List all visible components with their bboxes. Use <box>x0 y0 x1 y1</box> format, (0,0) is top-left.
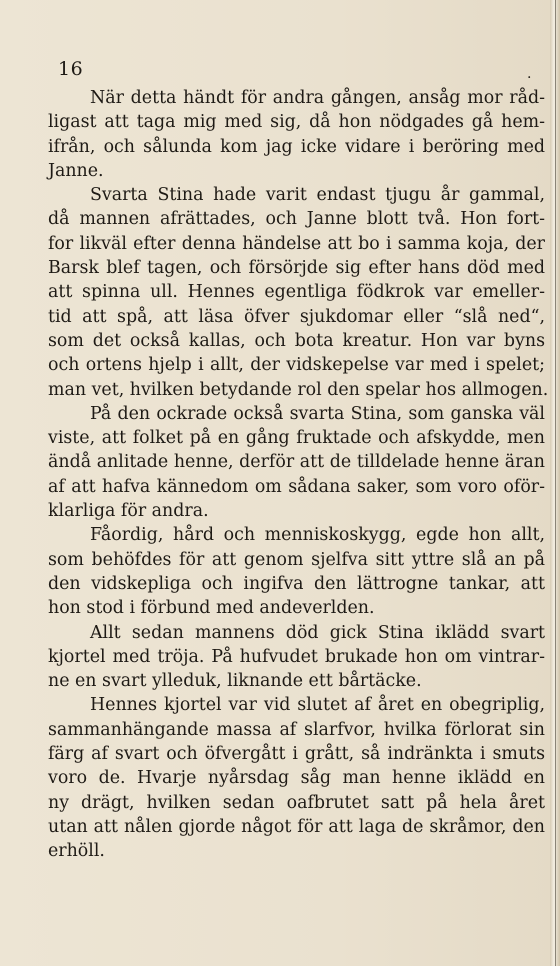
text-line: På den ockrade också svarta Stina, som ganska väl <box>90 403 545 424</box>
text-line: sammanhängande massa af slarfvor, hvilka förlorat sin <box>48 719 545 740</box>
page-edge-line <box>555 0 556 966</box>
text-line: klarliga för andra. <box>48 501 209 522</box>
text-line: Barsk blef tagen, och försörjde sig efter hans död med <box>48 258 545 279</box>
text-line: och ortens hjelp i allt, der vidskepelse var med i spelet; <box>48 355 545 376</box>
text-line: tid att spå, att läsa öfver sjukdomar eller “slå ned“, <box>48 306 545 327</box>
text-line: for likväl efter denna händelse att bo i samma koja, der <box>48 233 545 254</box>
text-line: färg af svart och öfvergått i grått, så indränkta i smuts <box>48 744 545 765</box>
text-line: hon stod i förbund med andeverlden. <box>48 598 375 619</box>
text-line: ifrån, och sålunda kom jag icke vidare i beröring med <box>48 136 545 157</box>
text-line: att spinna ull. Hennes egentliga födkrok var emeller- <box>48 282 545 303</box>
text-line: som det också kallas, och bota kreatur. Hon var byns <box>48 330 545 351</box>
text-line: När detta händt för andra gången, ansåg mor råd- <box>90 88 545 108</box>
text-line: ändå anlitade henne, derför att de tilldelade henne äran <box>48 452 545 473</box>
text-line: ligast att taga mig med sig, då hon nödgades gå hem- <box>48 112 545 133</box>
text-line: Fåordig, hård och menniskoskygg, egde hon allt, <box>90 525 545 546</box>
text-line: erhöll. <box>48 841 105 862</box>
text-line: då mannen afrättades, och Janne blott två. Hon fort- <box>48 209 545 230</box>
text-line: voro de. Hvarje nyårsdag såg man henne iklädd en <box>48 768 545 789</box>
text-line: Hennes kjortel var vid slutet af året en obegriplig, <box>90 695 545 716</box>
text-line: ne en svart ylleduk, liknande ett bårtäcke. <box>48 671 422 692</box>
text-line: Svarta Stina hade varit endast tjugu år gammal, <box>90 185 545 206</box>
text-line: kjortel med tröja. På hufvudet brukade hon om vintrar- <box>48 646 545 667</box>
page-number: 16 <box>58 58 84 80</box>
text-line: man vet, hvilken betydande rol den spelar hos allmogen. <box>48 379 549 400</box>
text-line: den vidskepliga och ingifva den lättrogne tankar, att <box>48 573 545 594</box>
text-line: utan att nålen gjorde något för att laga de skråmor, den <box>48 816 545 837</box>
body-text <box>48 86 549 864</box>
text-line: viste, att folket på en gång fruktade och afskydde, men <box>48 428 545 449</box>
margin-mark: . <box>527 66 532 82</box>
text-line: ny drägt, hvilken sedan oafbrutet satt på hela året <box>48 792 545 813</box>
text-line: af att hafva kännedom om sådana saker, som voro oför- <box>48 476 545 497</box>
text-line: Janne. <box>48 160 104 181</box>
text-line: Allt sedan mannens död gick Stina iklädd svart <box>90 622 545 643</box>
text-line: som behöfdes för att genom sjelfva sitt yttre slå an på <box>48 549 545 570</box>
